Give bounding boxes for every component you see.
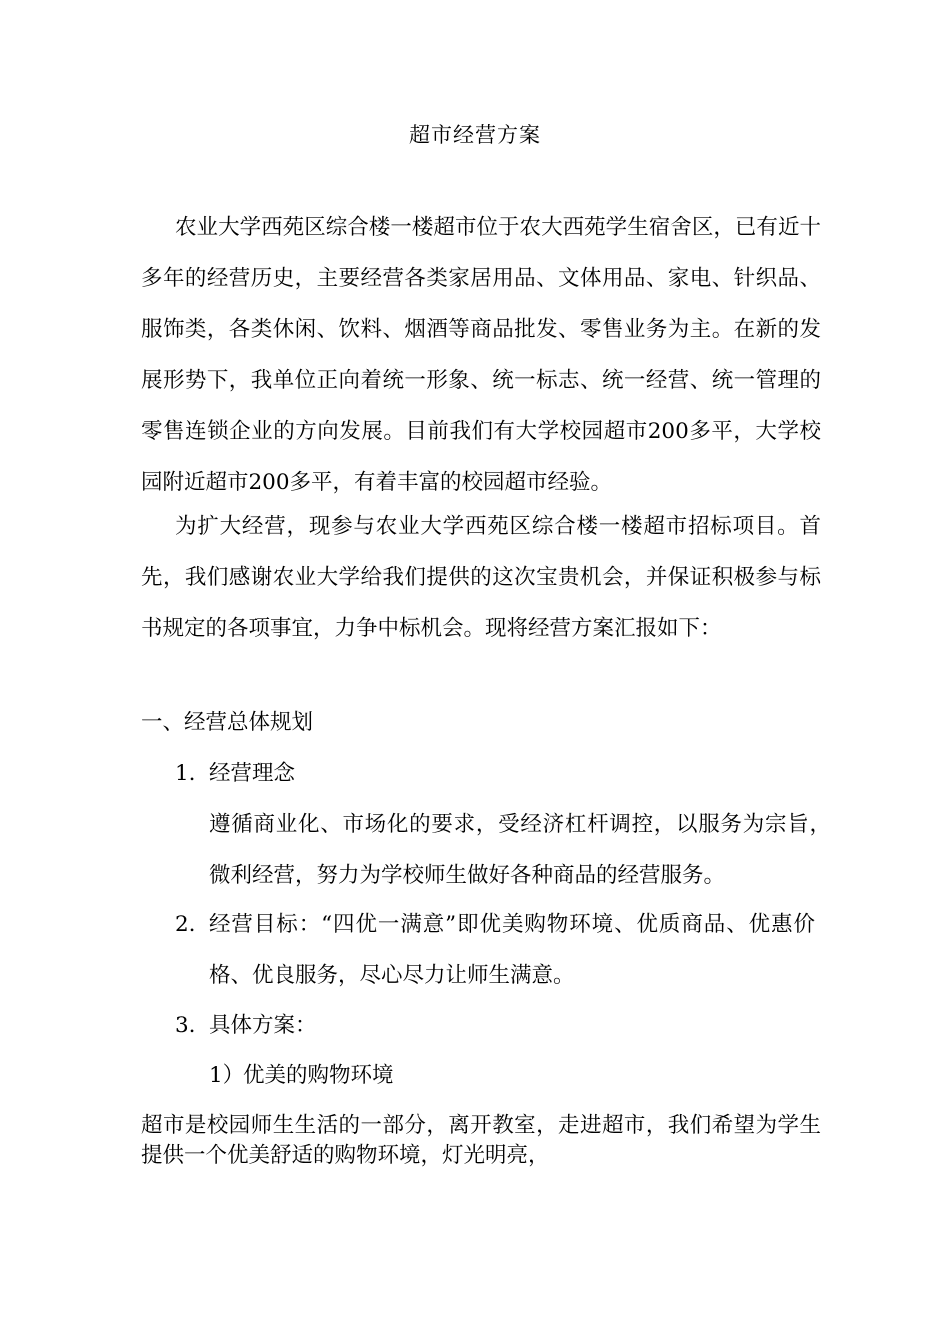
subitem-shopping-environment <box>209 1050 394 1101</box>
list-item-label: 经营理念 <box>209 761 296 786</box>
list-item-number: 3. <box>175 1013 196 1038</box>
list-item-number: 1. <box>175 761 196 786</box>
list-item-number: 2. <box>175 912 196 937</box>
bid-paragraph: 为扩大经营，现参与农业大学西苑区综合楼一楼超市招标项目。首先，我们感谢农业大学给我们提供的这次宝贵机会，并保证积极参与标书规定的各项事宜，力争中标机会。现将经营方案汇报如下： <box>141 514 821 641</box>
subitem-label: 优美的购物环境 <box>243 1063 394 1088</box>
document-title: 超市经营方案 <box>409 123 541 147</box>
list-item-label: 经营目标：“四优一满意”即优美购物环境、优质商品、优惠价格、优良服务，尽心尽力让师生满意。 <box>209 912 815 988</box>
section-heading-overall-plan: 一、经营总体规划 <box>141 710 314 735</box>
business-philosophy-text: 遵循商业化、市场化的要求，受经济杠杆调控，以服务为宗旨，微利经营，努力为学校师生做好各种商品的经营服务。 <box>209 812 831 888</box>
intro-paragraph: 农业大学西苑区综合楼一楼超市位于农大西苑学生宿舍区，已有近十多年的经营历史，主要经营各类家居用品、文体用品、家电、针织品、服饰类，各类休闲、饮料、烟酒等商品批发、零售业务为主。在新的发展形势下，我单位正向着统一形象、统一标志、统一经营、统一管理的零售连锁企业的方向发展。目前我们有大学校园超市200多平，大学校园附近超市200多平，有着丰富的校园超市经验。 <box>141 215 821 495</box>
closing-paragraph: 超市是校园师生生活的一部分，离开教室，走进超市，我们希望为学生提供一个优美舒适的购物环境，灯光明亮， <box>141 1113 821 1168</box>
subitem-number: 1） <box>209 1063 245 1088</box>
list-item-label: 具体方案： <box>209 1013 317 1038</box>
